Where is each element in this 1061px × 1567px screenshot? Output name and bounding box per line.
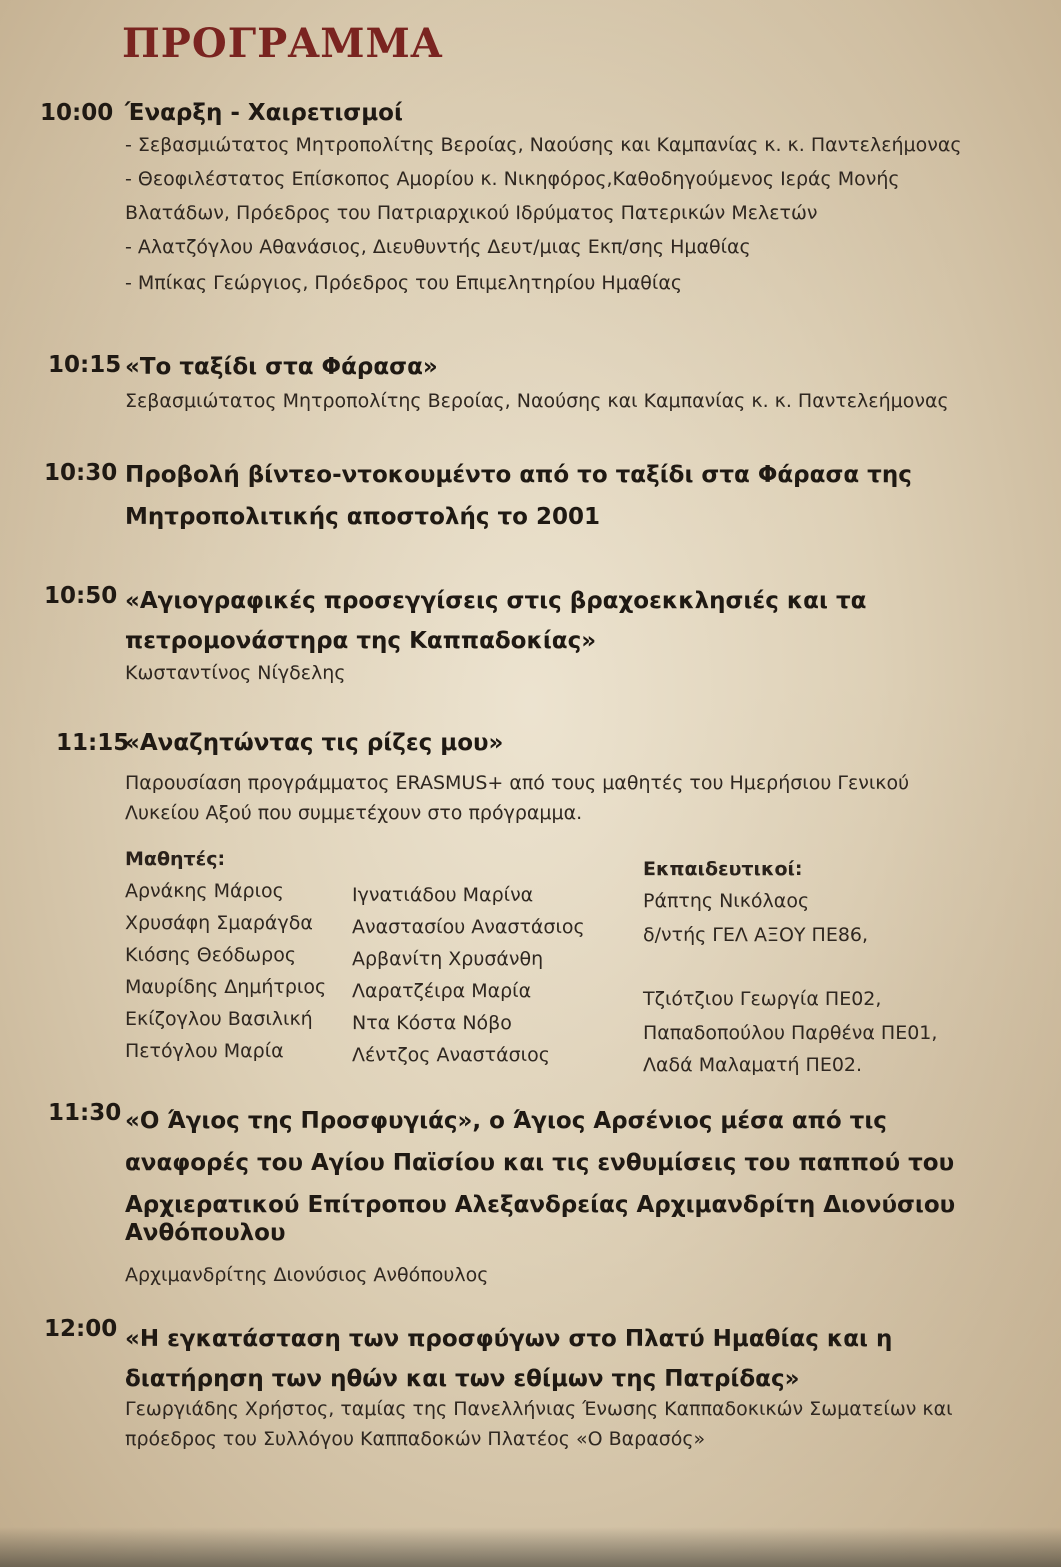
- session-detail: - Μπίκας Γεώργιος, Πρόεδρος του Επιμελητηρίου Ημαθίας: [125, 272, 683, 294]
- session-detail: Σεβασμιώτατος Μητροπολίτης Βεροίας, Ναούσης και Καμπανίας κ. κ. Παντελεήμονας: [125, 390, 949, 412]
- student-name: Ιγνατιάδου Μαρίνα: [352, 884, 534, 906]
- session-detail: Αρχιμανδρίτης Διονύσιος Ανθόπουλος: [125, 1264, 489, 1286]
- session-heading: Έναρξη - Χαιρετισμοί: [125, 100, 403, 126]
- students-title: Μαθητές:: [125, 848, 226, 870]
- student-name: Αρνάκης Μάριος: [125, 880, 284, 902]
- session-detail: Βλατάδων, Πρόεδρος του Πατριαρχικού Ιδρύματος Πατερικών Μελετών: [125, 202, 818, 224]
- student-name: Μαυρίδης Δημήτριος: [125, 976, 327, 998]
- student-name: Λέντζος Αναστάσιος: [352, 1044, 550, 1066]
- session-time: 10:30: [44, 460, 118, 486]
- session-detail: πρόεδρος του Συλλόγου Καππαδοκών Πλατέος «Ο Βαρασός»: [125, 1428, 706, 1450]
- student-name: Χρυσάφη Σμαράγδα: [125, 912, 313, 934]
- session-detail: Λυκείου Αξού που συμμετέχουν στο πρόγραμμα.: [125, 802, 583, 824]
- student-name: Ντα Κόστα Νόβο: [352, 1012, 512, 1034]
- session-time: 12:00: [44, 1316, 118, 1342]
- session-heading: αναφορές του Αγίου Παϊσίου και τις ενθυμίσεις του παππού του: [125, 1150, 955, 1176]
- session-detail: Κωσταντίνος Νίγδελης: [125, 662, 346, 684]
- session-time: 11:30: [48, 1100, 122, 1126]
- session-time: 11:15: [56, 730, 130, 756]
- session-heading: «Η εγκατάσταση των προσφύγων στο Πλατύ Ημαθίας και η: [125, 1326, 893, 1352]
- session-heading: διατήρηση των ηθών και των εθίμων της Πατρίδας»: [125, 1366, 800, 1392]
- session-time: 10:00: [40, 100, 114, 126]
- session-detail: - Σεβασμιώτατος Μητροπολίτης Βεροίας, Ναούσης και Καμπανίας κ. κ. Παντελεήμονας: [125, 134, 962, 156]
- session-heading: «Ο Άγιος της Προσφυγιάς», ο Άγιος Αρσένιος μέσα από τις: [125, 1108, 887, 1134]
- teacher-name: Λαδά Μαλαματή ΠΕ02.: [643, 1054, 863, 1076]
- session-time: 10:50: [44, 583, 118, 609]
- student-name: Αναστασίου Αναστάσιος: [352, 916, 585, 938]
- session-heading: «Αγιογραφικές προσεγγίσεις στις βραχοεκκλησιές και τα: [125, 588, 867, 614]
- session-heading: Ανθόπουλου: [125, 1220, 286, 1246]
- session-detail: Παρουσίαση προγράμματος ERASMUS+ από τους μαθητές του Ημερήσιου Γενικού: [125, 772, 910, 794]
- teacher-name: Παπαδοπούλου Παρθένα ΠΕ01,: [643, 1022, 938, 1044]
- session-heading: «Αναζητώντας τις ρίζες μου»: [125, 730, 504, 756]
- session-heading: Αρχιερατικού Επίτροπου Αλεξανδρείας Αρχιμανδρίτη Διονύσιου: [125, 1192, 956, 1218]
- session-detail: - Αλατζόγλου Αθανάσιος, Διευθυντής Δευτ/μιας Εκπ/σης Ημαθίας: [125, 236, 751, 258]
- teacher-name: δ/ντής ΓΕΛ ΑΞΟΥ ΠΕ86,: [643, 924, 869, 946]
- teacher-name: Ράπτης Νικόλαος: [643, 890, 810, 912]
- session-detail: Γεωργιάδης Χρήστος, ταμίας της Πανελλήνιας Ένωσης Καππαδοκικών Σωματείων και: [125, 1398, 953, 1420]
- student-name: Κιόσης Θεόδωρος: [125, 944, 297, 966]
- session-heading: πετρομονάστηρα της Καππαδοκίας»: [125, 628, 597, 654]
- teacher-name: Τζιότζιου Γεωργία ΠΕ02,: [643, 988, 882, 1010]
- session-heading: «Το ταξίδι στα Φάρασα»: [125, 354, 438, 380]
- page-title: ΠΡΟΓΡΑΜΜΑ: [122, 20, 443, 67]
- session-heading: Προβολή βίντεο-ντοκουμέντο από το ταξίδι στα Φάρασα της: [125, 462, 912, 488]
- session-heading: Μητροπολιτικής αποστολής το 2001: [125, 504, 600, 530]
- student-name: Πετόγλου Μαρία: [125, 1040, 284, 1062]
- session-time: 10:15: [48, 352, 122, 378]
- student-name: Εκίζογλου Βασιλική: [125, 1008, 313, 1030]
- student-name: Λαρατζέιρα Μαρία: [352, 980, 532, 1002]
- session-detail: - Θεοφιλέστατος Επίσκοπος Αμορίου κ. Νικηφόρος,Καθοδηγούμενος Ιεράς Μονής: [125, 168, 900, 190]
- student-name: Αρβανίτη Χρυσάνθη: [352, 948, 544, 970]
- teachers-title: Εκπαιδευτικοί:: [643, 858, 803, 880]
